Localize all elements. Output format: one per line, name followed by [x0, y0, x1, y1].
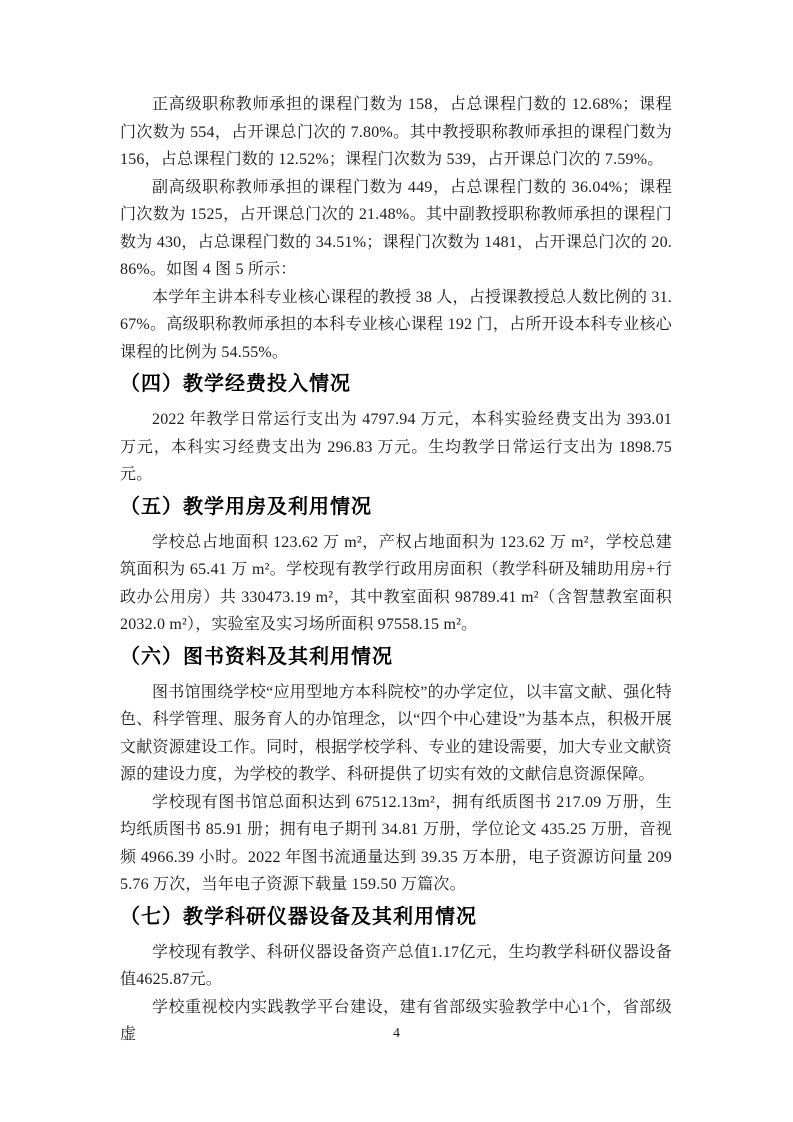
section-heading-library: （六）图书资料及其利用情况 — [120, 645, 393, 668]
section-heading-equipment: （七）教学科研仪器设备及其利用情况 — [120, 905, 477, 928]
body-paragraph: 本学年主讲本科专业核心课程的教授 38 人，占授课教授总人数比例的 31.67%。高级职称教师承担的本科专业核心课程 192 门，占所开设本科专业核心课程的比例为 54.55%。 — [120, 288, 672, 361]
body-paragraph: 图书馆围绕学校“应用型地方本科院校”的办学定位，以丰富文献、强化特色、科学管理、服务育人的办馆理念，以“四个中心建设”为基本点，积极开展文献资源建设工作。同时，根据学校学科、专业的建设需要，加大专业文献资源的建设力度，为学校的教学、科研提供了切实有效的文献信息资源保障。 — [120, 683, 672, 783]
section-heading-funding: （四）教学经费投入情况 — [120, 373, 351, 395]
body-paragraph: 副高级职称教师承担的课程门数为 449，占总课程门数的 36.04%；课程门次数为 1525，占开课总门次的 21.48%。其中副教授职称教师承担的课程门数为 430，占总课程门数的 34.51%；课程门次数为 1481，占开课总门次的 20.86%。如图 4 图 5 所示： — [120, 178, 672, 278]
body-paragraph: 2022 年教学日常运行支出为 4797.94 万元，本科实验经费支出为 393.01 万元，本科实习经费支出为 296.83 万元。生均教学日常运行支出为 1898.75 元。 — [120, 411, 672, 483]
body-paragraph: 学校现有教学、科研仪器设备资产总值1.17亿元，生均教学科研仪器设备值4625.87元。 — [120, 943, 672, 988]
body-paragraph: 学校总占地面积 123.62 万 m²，产权占地面积为 123.62 万 m²，学校总建筑面积为 65.41 万 m²。学校现有教学行政用房面积（教学科研及辅助用房+行政办公用房）共 330473.19 m²，其中教室面积 98789.41 m²（含智慧教室面积 2032.0 m²），实验室及实习场所面积 97558.15 m²。 — [120, 533, 672, 633]
document-body — [120, 91, 672, 1049]
section-heading-teaching-space: （五）教学用房及利用情况 — [120, 495, 372, 518]
body-paragraph: 学校重视校内实践教学平台建设，建有省部级实验教学中心1个，省部级虚 — [120, 998, 672, 1043]
body-paragraph: 学校现有图书馆总面积达到 67512.13m²，拥有纸质图书 217.09 万册，生均纸质图书 85.91 册；拥有电子期刊 34.81 万册，学位论文 435.25 万册，音视频 4966.39 小时。2022 年图书流通量达到 39.35 万本册，电子资源访问量 2095.76 万次，当年电子资源下载量 159.50 万篇次。 — [120, 793, 672, 893]
page-number: 4 — [393, 1026, 400, 1041]
body-paragraph: 正高级职称教师承担的课程门数为 158，占总课程门数的 12.68%；课程门次数为 554，占开课总门次的 7.80%。其中教授职称教师承担的课程门数为 156，占总课程门数的 12.52%；课程门次数为 539，占开课总门次的 7.59%。 — [120, 96, 672, 168]
